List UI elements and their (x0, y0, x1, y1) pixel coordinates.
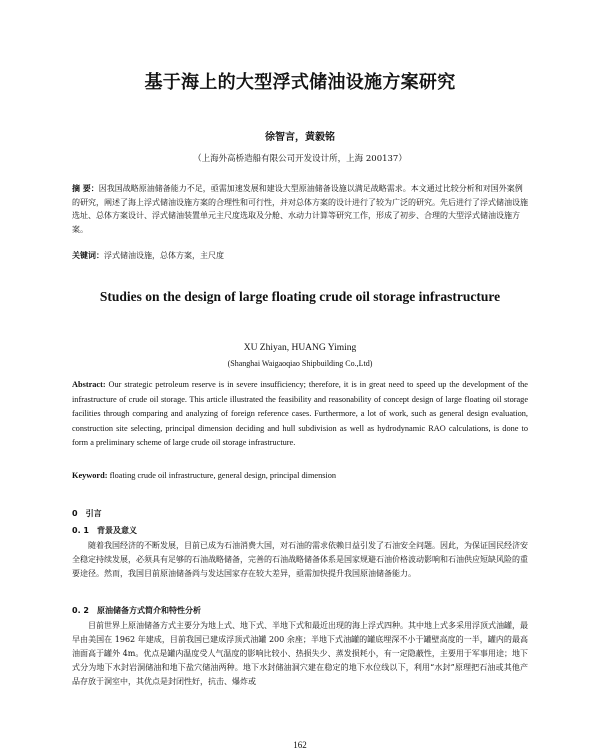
page-number: 162 (293, 740, 307, 750)
abstract-en-text: Our strategic petroleum reserve is in severe insufficiency; therefore, it is in great need to speed up the development of the infrastructure of crude oil storage. This article illustrated the feasibility and reasonability of concept design of large floating oil storage facilities through comparing and analyzing of foreign reference cases. Furthermore, a lot of work, such as general design evaluation, construction site selecting, principal dimension deciding and hull subdivision as well as hydrodynamic RAO calculations, is done to form a preliminary scheme of large crude oil storage infrastructure. (72, 380, 528, 448)
keywords-en-label: Keyword: (72, 471, 108, 480)
subsection-heading-storage-methods: 0. 2 原油储备方式简介和特性分析 (72, 606, 201, 615)
paragraph-background: 随着我国经济的不断发展，目前已成为石油消费大国，对石油的需求依赖日益引发了石油安全问题。因此，为保证国民经济安全稳定持续发展，必须具有足够的石油战略储备，完善的石油战略储备体系是国家规避石油价格波动影响和石油供应短缺风险的重要途径。然而，我国目前原油储备尚与发达国家存在较大差异，亟需加快提升我国原油储备能力。 (72, 541, 528, 578)
authors-en: XU Zhiyan, HUANG Yiming (243, 343, 357, 353)
affiliation-cn: （上海外高桥造船有限公司开发设计所，上海 200137） (193, 154, 407, 164)
section-heading-intro: 0 引言 (72, 509, 102, 518)
keywords-en-text: floating crude oil infrastructure, general design, principal dimension (109, 471, 337, 480)
subsection-heading-background: 0. 1 背景及意义 (72, 526, 137, 535)
paper-title-cn: 基于海上的大型浮式储油设施方案研究 (144, 72, 456, 93)
paragraph-storage-methods: 目前世界上原油储备方式主要分为地上式、地下式、半地下式和最近出现的海上浮式四种。其中地上式多采用浮顶式油罐，最早由美国在 1962 年建成，目前我国已建成浮顶式油罐 200 余座；半地下式油罐的罐底埋深不小于罐壁高度的一半，罐内的最高油面高于罐外 4m。优点是罐内温度受人气温度的影响比较小、热损失少、蒸发损耗小，有一定隐蔽性，主要用于军事用途；地下式分为地下水封岩洞储油和地下盐穴储油两种。地下水封储油洞穴建在稳定的地下水位线以下，利用“水封”原理把石油或其他产品存放于洞室中，其优点是封闭性好，抗击、爆炸或 (72, 621, 528, 686)
keywords-cn-label: 关键词： (72, 251, 104, 260)
abstract-cn-text: 因我国战略原油储备能力不足，亟需加速发展和建设大型原油储备设施以满足战略需求。本文通过比较分析和对国外案例的研究，阐述了海上浮式储油设施方案的合理性和可行性，并对总体方案的设计进行了较为广泛的研究。先后进行了浮式储油设施选址、总体方案设计、浮式储油装置单元主尺度选取及分舱、水动力计算等研究工作，形成了初步、合理的大型浮式储油设施方案。 (72, 184, 528, 234)
abstract-cn (72, 182, 528, 236)
keywords-en (72, 469, 528, 482)
abstract-en (72, 378, 528, 451)
keywords-cn (72, 249, 528, 262)
affiliation-en: (Shanghai Waigaoqiao Shipbuilding Co.,Ltd) (227, 359, 373, 368)
paper-title-en: Studies on the design of large floating crude oil storage infrastructure (99, 289, 501, 304)
abstract-en-label: Abstract: (72, 380, 106, 389)
authors-cn: 徐智言，黄毅铭 (265, 132, 335, 143)
keywords-cn-text: 浮式储油设施，总体方案，主尺度 (104, 251, 224, 260)
abstract-cn-label: 摘 要： (72, 184, 99, 193)
